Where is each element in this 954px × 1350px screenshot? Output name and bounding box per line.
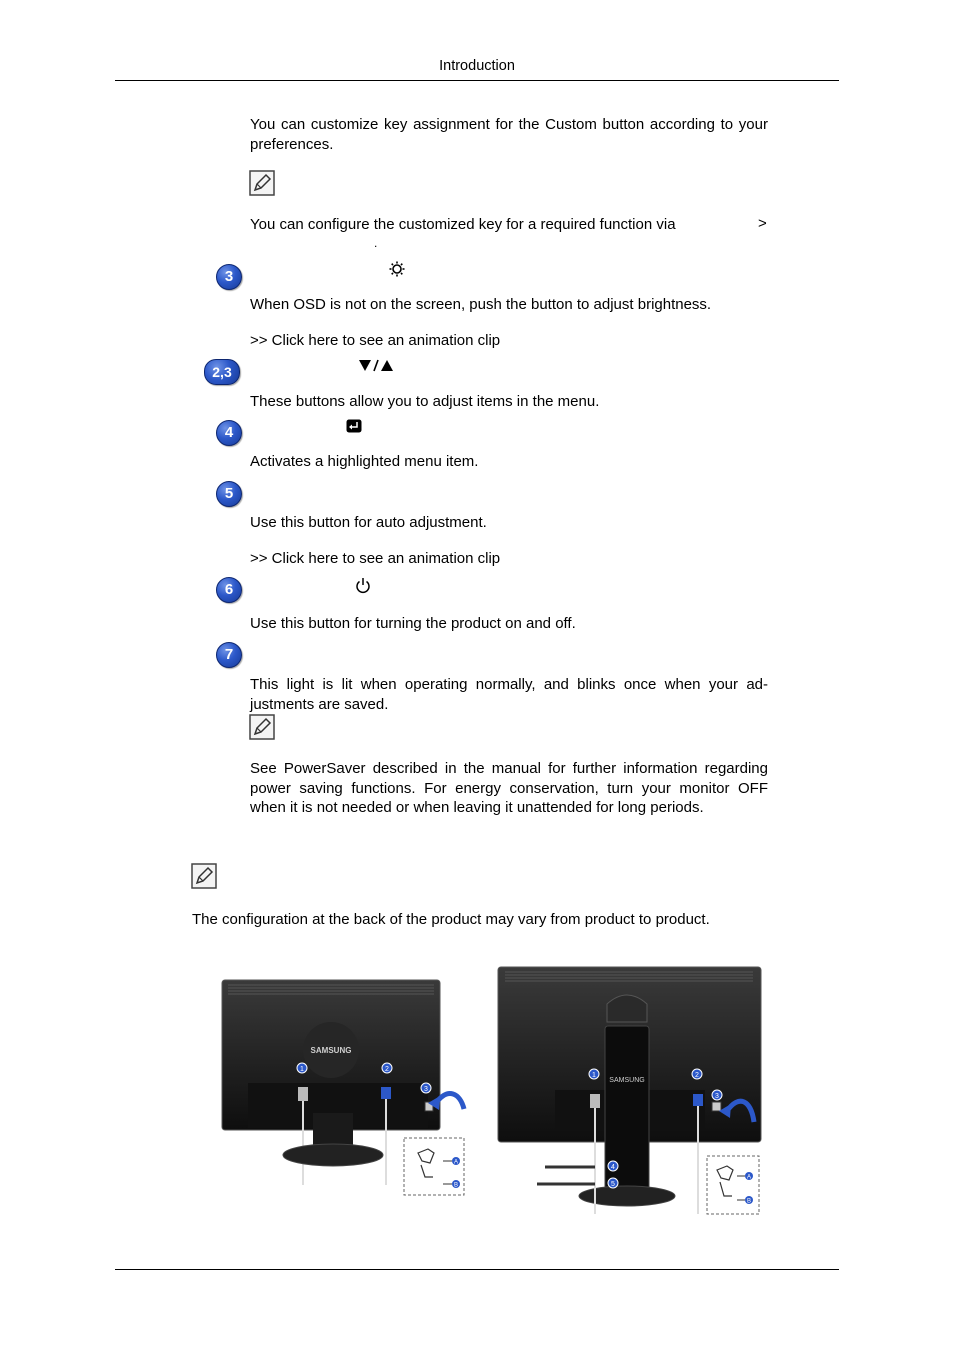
lock-label-right-a: A bbox=[746, 1174, 752, 1181]
callout-right-5: 5 bbox=[611, 1181, 615, 1188]
page-header-title: Introduction bbox=[439, 58, 515, 74]
callout-right-3: 3 bbox=[715, 1093, 719, 1100]
enter-icon bbox=[346, 419, 362, 433]
callout-badge-2-3: 2,3 bbox=[204, 359, 240, 385]
callout-left-3: 3 bbox=[424, 1086, 428, 1093]
lock-label-right-b: B bbox=[746, 1198, 752, 1205]
header-rule bbox=[115, 80, 839, 81]
custom-key-config-text: You can configure the customized key for a required function via bbox=[250, 216, 676, 233]
enter-description: Activates a highlighted menu item. bbox=[250, 453, 479, 470]
brightness-animation-link[interactable]: >> Click here to see an animation clip bbox=[250, 332, 501, 349]
menu-path-dot: . bbox=[374, 236, 378, 250]
monitor-rear-figure-basic bbox=[218, 975, 470, 1200]
callout-left-2: 2 bbox=[385, 1066, 389, 1073]
note-icon bbox=[249, 170, 275, 196]
brand-logo-right: SAMSUNG bbox=[609, 1077, 645, 1084]
power-description: Use this button for turning the product on and off. bbox=[250, 615, 576, 632]
brightness-description: When OSD is not on the screen, push the button to adjust brightness. bbox=[250, 296, 712, 313]
powersaver-note: See PowerSaver described in the manual for further information regarding power saving functions. For energy conservation, turn your monitor OFF when it is not needed or when leaving it unattended for long periods. bbox=[250, 760, 768, 816]
rear-configuration-note: The configuration at the back of the product may vary from product to product. bbox=[192, 911, 710, 928]
callout-badge-7: 7 bbox=[216, 642, 242, 668]
callout-right-2: 2 bbox=[695, 1072, 699, 1079]
indicator-description: This light is lit when operating normally, and blinks once when your ad-justments are saved. bbox=[250, 676, 768, 713]
lock-label-left-a: A bbox=[453, 1159, 459, 1166]
menu-path-separator: > bbox=[758, 215, 767, 232]
monitor-rear-figure-stand bbox=[495, 964, 767, 1219]
note-icon bbox=[249, 714, 275, 740]
callout-right-1: 1 bbox=[592, 1072, 596, 1079]
callout-badge-3: 3 bbox=[216, 264, 242, 290]
note-icon bbox=[191, 863, 217, 889]
auto-description: Use this button for auto adjustment. bbox=[250, 514, 487, 531]
adjust-buttons-description: These buttons allow you to adjust items in the menu. bbox=[250, 393, 600, 410]
brand-logo-left: SAMSUNG bbox=[310, 1046, 352, 1055]
callout-right-4: 4 bbox=[611, 1164, 615, 1171]
brightness-icon bbox=[389, 261, 405, 277]
callout-badge-6: 6 bbox=[216, 577, 242, 603]
auto-animation-link[interactable]: >> Click here to see an animation clip bbox=[250, 550, 501, 567]
custom-key-paragraph: You can customize key assignment for the Custom button according to your preferences. bbox=[250, 116, 768, 153]
lock-label-left-b: B bbox=[453, 1182, 459, 1189]
callout-badge-4: 4 bbox=[216, 420, 242, 446]
footer-rule bbox=[115, 1269, 839, 1270]
callout-badge-5: 5 bbox=[216, 481, 242, 507]
callout-left-1: 1 bbox=[300, 1066, 304, 1073]
down-up-arrows-icon bbox=[358, 358, 398, 373]
power-icon bbox=[355, 577, 371, 594]
